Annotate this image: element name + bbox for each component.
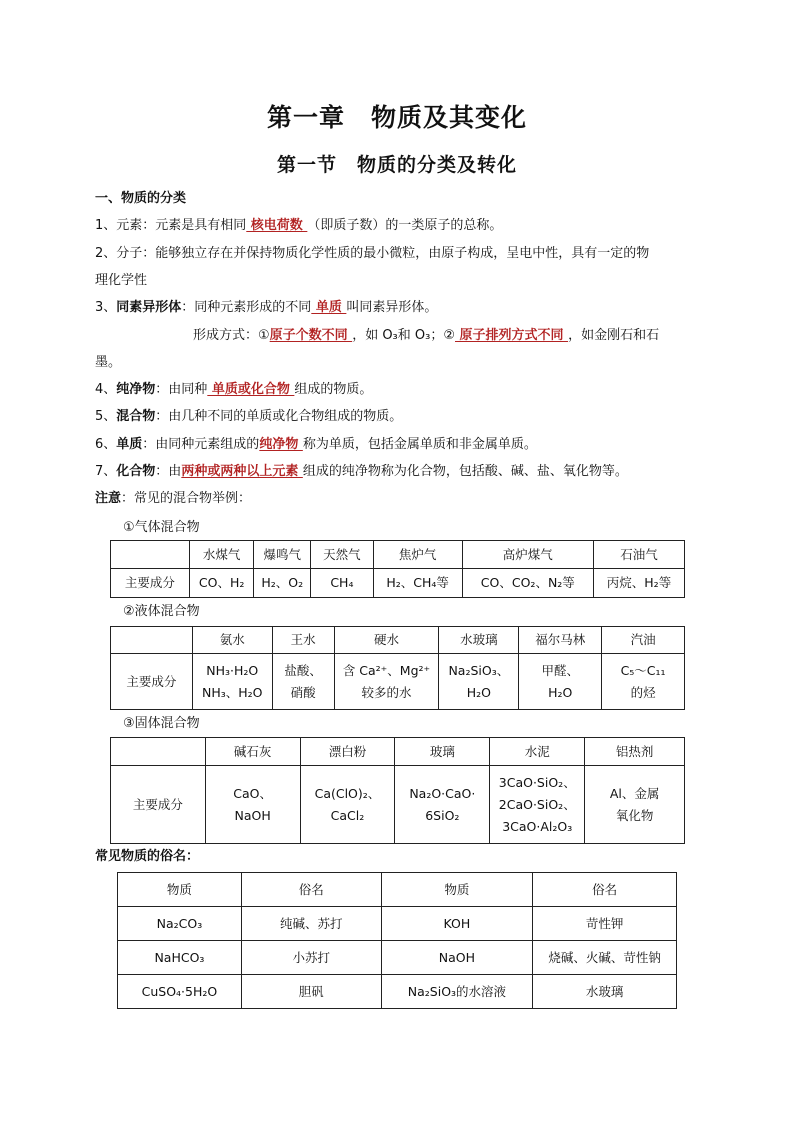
solid-header-row [111,738,685,766]
liquid-cell: 含 Ca²⁺、Mg²⁺ 较多的水 [334,654,439,710]
item-element: 1、元素：元素是具有相同 核电荷数 （即质子数）的一类原子的总称。 [95,218,503,233]
solid-header: 碱石灰 [205,738,300,766]
solid-caption: ③固体混合物 [123,716,200,731]
gas-row-label: 主要成分 [111,569,190,598]
table-row: NaHCO₃ 小苏打 NaOH 烧碱、火碱、苛性钠 [118,941,677,975]
liquid-cell: Na₂SiO₃、 H₂O [439,654,519,710]
liquid-cell: 甲醛、 H₂O [519,654,602,710]
item-allotrope-forms: 形成方式：①原子个数不同 ，如 O₃和 O₃；② 原子排列方式不同 ，如金刚石和石 [193,328,660,343]
gas-header: 天然气 [311,541,374,569]
blank-atom-arrangement: 原子排列方式不同 [455,328,569,343]
gas-header: 石油气 [593,541,684,569]
solid-header: 玻璃 [395,738,490,766]
gas-caption: ①气体混合物 [123,520,200,535]
liquid-corner [111,627,193,654]
liquid-header: 水玻璃 [439,627,519,654]
gas-cell: 丙烷、H₂等 [593,569,684,598]
gas-cell: CO、H₂ [189,569,254,598]
gas-cell: CO、CO₂、N₂等 [462,569,593,598]
solid-table [110,737,685,844]
gas-cell: H₂、CH₄等 [373,569,462,598]
common-header: 物质 [381,873,533,907]
solid-cell: Na₂O·CaO· 6SiO₂ [395,766,490,844]
liquid-cell: NH₃·H₂O NH₃、H₂O [192,654,272,710]
liquid-header: 氨水 [192,627,272,654]
gas-corner [111,541,190,569]
blank-pure: 纯净物 [259,437,303,452]
item-allotrope: 3、同素异形体：同种元素形成的不同 单质 叫同素异形体。 [95,300,438,315]
liquid-cell: 盐酸、 硝酸 [272,654,334,710]
solid-cell: Ca(ClO)₂、 CaCl₂ [300,766,395,844]
heading-classification: 一、物质的分类 [95,191,187,206]
liquid-row [111,654,685,710]
liquid-header: 汽油 [602,627,685,654]
gas-header: 焦炉气 [373,541,462,569]
gas-table [110,540,685,598]
gas-cell: H₂、O₂ [254,569,311,598]
common-header: 俗名 [533,873,677,907]
liquid-caption: ②液体混合物 [123,604,200,619]
blank-simple-or-compound: 单质或化合物 [207,382,295,397]
gas-header: 高炉煤气 [462,541,593,569]
common-header: 物质 [118,873,242,907]
table-row: Na₂CO₃ 纯碱、苏打 KOH 苛性钾 [118,907,677,941]
common-names-table [117,872,677,1009]
liquid-table [110,626,685,710]
solid-corner [111,738,206,766]
liquid-row-label: 主要成分 [111,654,193,710]
gas-header-row [111,541,685,569]
blank-two-or-more-elements: 两种或两种以上元素 [181,464,303,479]
solid-header: 漂白粉 [300,738,395,766]
liquid-header-row [111,627,685,654]
liquid-header: 硬水 [334,627,439,654]
blank-simple-substance: 单质 [311,300,347,315]
liquid-header: 福尔马林 [519,627,602,654]
common-names-heading: 常见物质的俗名： [95,849,200,864]
item-pure-substance: 4、纯净物：由同种 单质或化合物 组成的物质。 [95,382,373,397]
gas-header: 爆鸣气 [254,541,311,569]
solid-cell: Al、金属 氧化物 [585,766,685,844]
item-molecule: 2、分子：能够独立存在并保持物质化学性质的最小微粒，由原子构成，呈电中性，具有一定的物 [95,246,650,261]
item-molecule-cont: 理化学性 [95,273,148,288]
solid-header: 水泥 [490,738,585,766]
solid-cell: CaO、 NaOH [205,766,300,844]
note: 注意：常见的混合物举例： [95,491,252,506]
solid-header: 铝热剂 [585,738,685,766]
blank-nuclear-charge: 核电荷数 [246,218,308,233]
chapter-title: 第一章 物质及其变化 [266,103,527,132]
liquid-header: 王水 [272,627,334,654]
item-simple-substance: 6、单质：由同种元素组成的纯净物 称为单质，包括金属单质和非金属单质。 [95,437,537,452]
gas-row [111,569,685,598]
common-header: 俗名 [241,873,381,907]
blank-atom-count: 原子个数不同 [269,328,353,343]
item-compound: 7、化合物：由两种或两种以上元素 组成的纯净物称为化合物，包括酸、碱、盐、氧化物等。 [95,464,628,479]
section-title: 第一节 物质的分类及转化 [276,154,517,176]
item-allotrope-forms-cont: 墨。 [95,355,122,370]
solid-row-label: 主要成分 [111,766,206,844]
liquid-cell: C₅～C₁₁ 的烃 [602,654,685,710]
solid-row [111,766,685,844]
gas-header: 水煤气 [189,541,254,569]
table-row: CuSO₄·5H₂O 胆矾 Na₂SiO₃的水溶液 水玻璃 [118,975,677,1009]
solid-cell: 3CaO·SiO₂、 2CaO·SiO₂、 3CaO·Al₂O₃ [490,766,585,844]
gas-cell: CH₄ [311,569,374,598]
item-mixture: 5、混合物：由几种不同的单质或化合物组成的物质。 [95,409,403,424]
common-header-row [118,873,677,907]
